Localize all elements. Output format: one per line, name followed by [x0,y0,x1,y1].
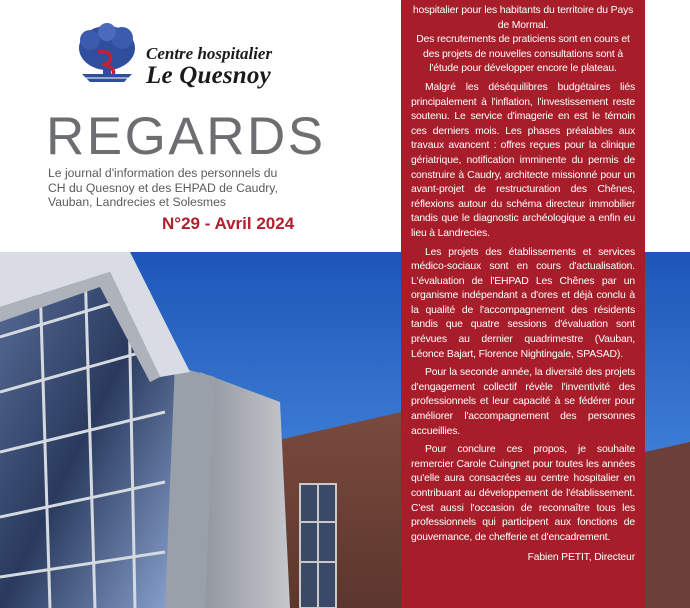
hospital-logo [74,22,304,92]
logo-city: Le Quesnoy [146,62,271,89]
journal-subtitle: Le journal d'information des personnels du CH du Quesnoy et des EHPAD de Caudry, Vauban, Landrecies et Solesmes [48,166,278,209]
tree-logo-icon [74,22,140,86]
editorial-paragraph: hospitalier pour les habitants du territoire du Pays de Mormal. [412,5,634,31]
journal-title: REGARDS [46,107,326,166]
editorial-signature: Fabien PETIT, Directeur [527,552,635,564]
editorial-paragraph: Pour conclure ces propos, je souhaite remercier Carole Cuingnet pour toutes les années qu'elle aura consacrées au centre hospitalier en contribuant au développement de l'établissement. C'est aussi l'occasion de reconnaître tous les professionnels qui participent aux fonctions de gouvernance, de chefferie et d'encadrement. [411,444,635,543]
editorial-paragraph: Pour la seconde année, la diversité des projets d'engagement collectif révèle l'inventivité des professionnels et leur capacité à se fédérer pour améliorer l'accompagnement des personnes accueillies. [411,367,635,437]
editorial-paragraph: Malgré les déséquilibres budgétaires liés principalement à l'inflation, l'investissement reste soutenu. Le service d'imagerie en est le témoin ces derniers mois. Les phases préalables aux travaux avancent : offres reçues pour la clinique gériatrique, notification imminente du permis de construire à Caudry, architecte missionné pour un avant-projet de restructuration des Chênes, réflexions autour du schéma directeur immobilier tandis que le diagnostic archéologique a enfin eu lieu à Landrecies. [411,81,635,239]
editorial-paragraph: Les projets des établissements et services médico-sociaux sont en cours d'actualisation. L'évaluation de l'EHPAD Les Chênes par un organisme indépendant a d'ores et déjà conclu à la qualité de l'accompagnement des résidents tandis que quatre sessions d'évaluation sont prévues au dernier quadrimestre (Vauban, Léonce Bajart, Florence Nightingale, SPASAD). [411,246,635,360]
editorial-column [401,0,645,608]
editorial-paragraph: Des recrutements de praticiens sont en cours et des projets de nouvelles consultations sont à l'étude pour développer encore le plateau. [416,34,630,75]
issue-number: N°29 - Avril 2024 [162,214,295,233]
logo-name: Centre hospitalier [146,44,273,63]
